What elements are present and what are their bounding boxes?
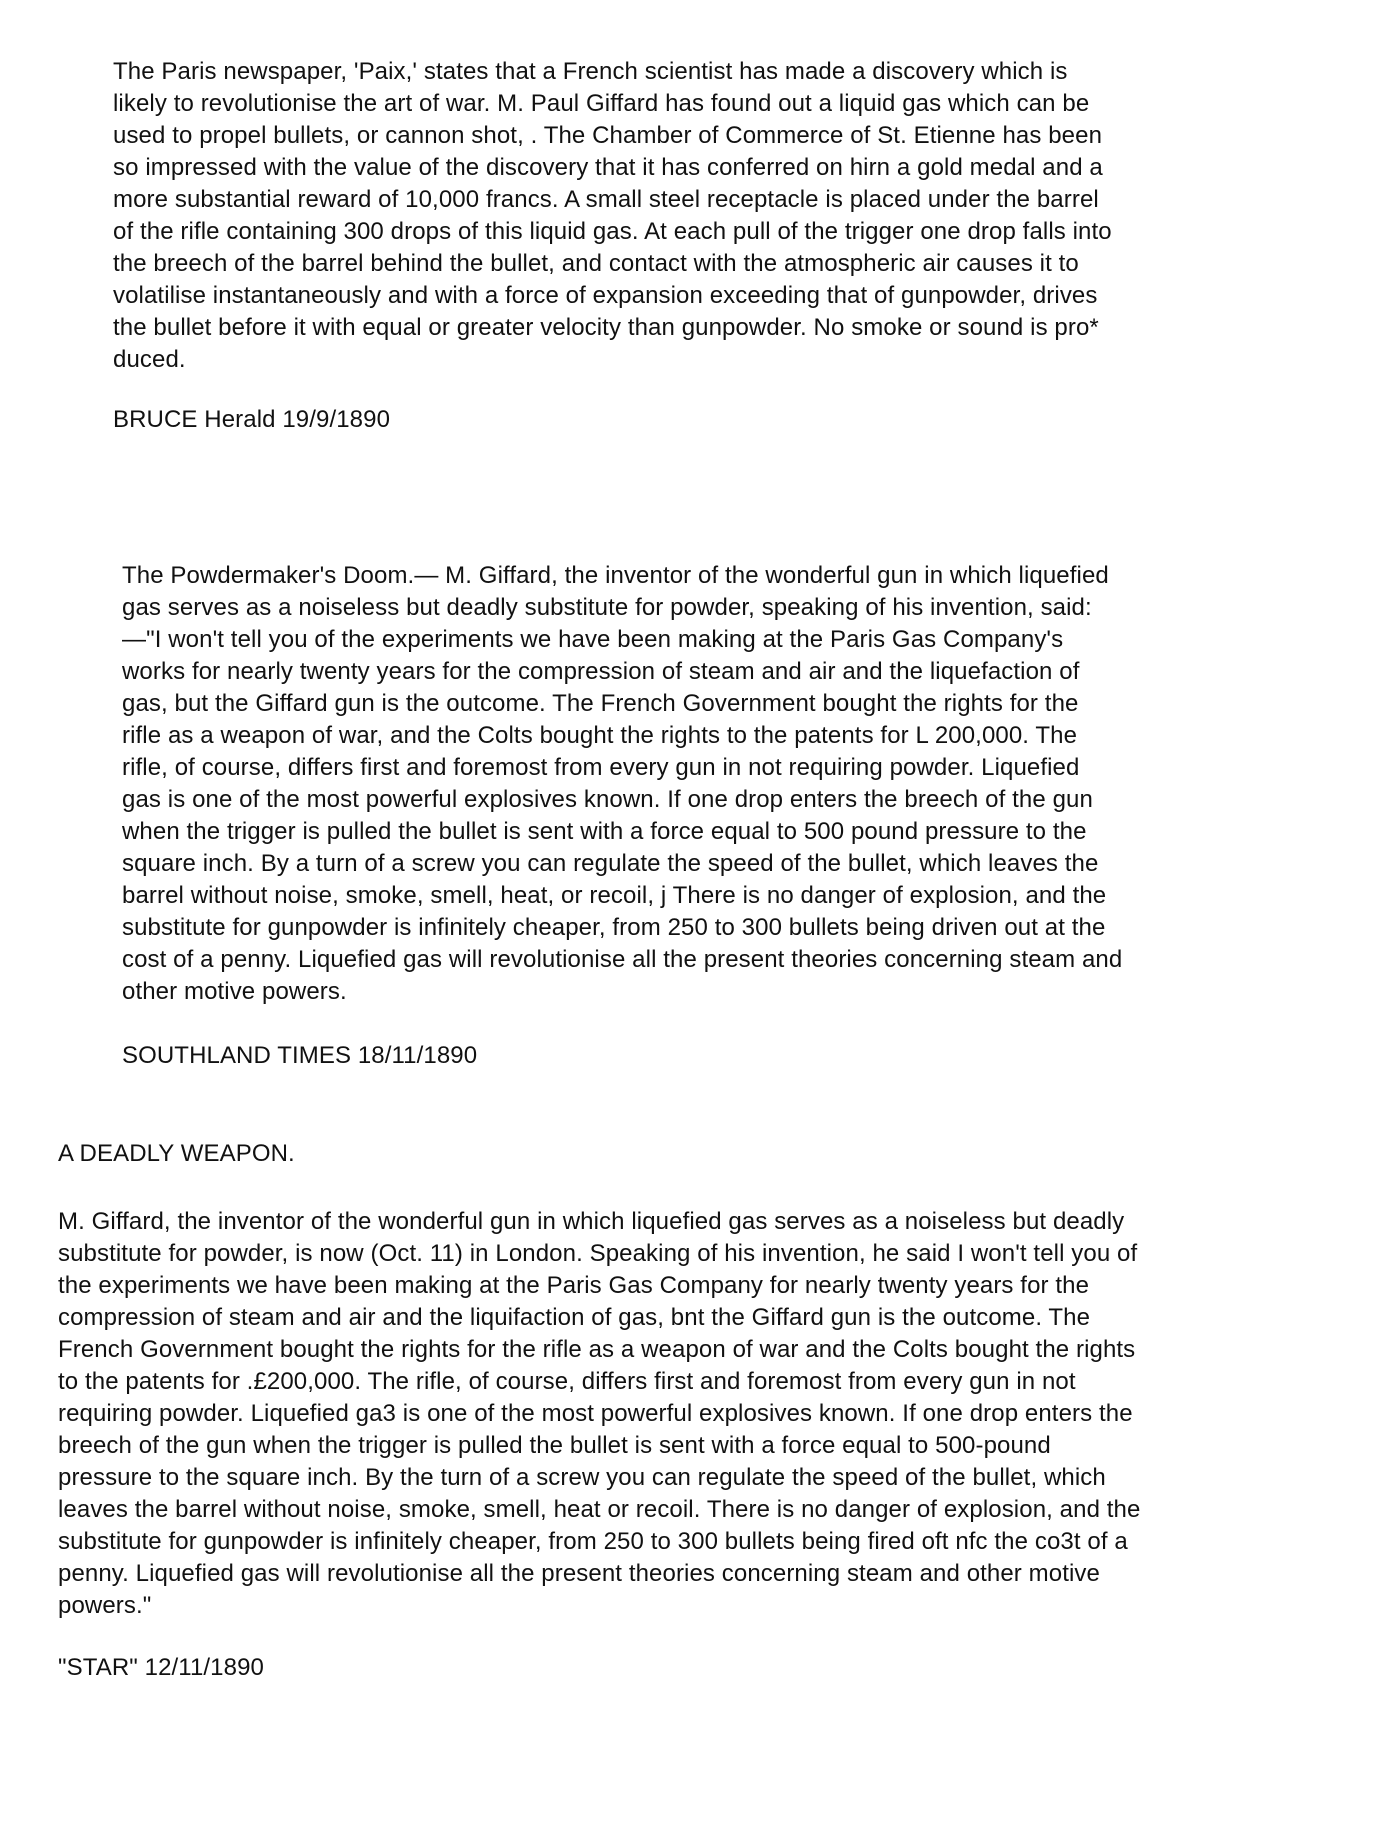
article-source: BRUCE Herald 19/9/1890 [113,406,391,433]
article-body: M. Giffard, the inventor of the wonderful gun in which liquefied gas serves as a noiseless but deadly substitute for powder, is now (Oct. 11) in London. Speaking of his invention, he said I won't tell you of the experiments we have been making at the Paris Gas Company for nearly twenty years for the compression of steam and air and the liquifaction of gas, bnt the Giffard gun is the outcome. The French Government bought the rights for the rifle as a weapon of war and the Colts bought the rights to the patents for .£200,000. The rifle, of course, differs first and foremost from every gun in not requiring powder. Liquefied ga3 is one of the most powerful explosives known. If one drop enters the breech of the gun when the trigger is pulled the bullet is sent with a force equal to 500-pound pressure to the square inch. By the turn of a screw you can regulate the speed of the bullet, which leaves the barrel without noise, smoke, smell, heat or recoil. There is no danger of explosion, and the substitute for gunpowder is infinitely cheaper, from 250 to 300 bullets being fired oft nfc the co3t of a penny. Liquefied gas will revolutionise all the present theories concerning steam and other motive powers." [58,1208,1141,1619]
article-heading: A DEADLY WEAPON. [58,1140,295,1167]
article-paix-giffard [113,56,1293,433]
article-source: SOUTHLAND TIMES 18/11/1890 [122,1042,478,1069]
article-deadly-weapon [58,1138,1298,1681]
article-powdermakers-doom [122,560,1302,1069]
article-body: The Paris newspaper, 'Paix,' states that a French scientist has made a discovery which is likely to revolutionise the art of war. M. Paul Giffard has found out a liquid gas which can be used to propel bullets, or cannon shot, . The Chamber of Commerce of St. Etienne has been so impressed with the value of the discovery that it has conferred on hirn a gold medal and a more substantial reward of 10,000 francs. A small steel receptacle is placed under the barrel of the rifle containing 300 drops of this liquid gas. At each pull of the trigger one drop falls into the breech of the barrel behind the bullet, and contact with the atmospheric air causes it to volatilise instantaneously and with a force of expansion exceeding that of gunpowder, drives the bullet before it with equal or greater velocity than gunpowder. No smoke or sound is pro* duced. [113,58,1112,373]
article-source: "STAR" 12/11/1890 [58,1654,264,1681]
article-body: The Powdermaker's Doom.— M. Giffard, the inventor of the wonderful gun in which liquefied gas serves as a noiseless but deadly substitute for powder, speaking of his invention, said: —"I won't tell you of the experiments we have been making at the Paris Gas Company's works for nearly twenty years for the compression of steam and air and the liquefaction of gas, but the Giffard gun is the outcome. The French Government bought the rights for the rifle as a weapon of war, and the Colts bought the rights to the patents for L 200,000. The rifle, of course, differs first and foremost from every gun in not requiring powder. Liquefied gas is one of the most powerful explosives known. If one drop enters the breech of the gun when the trigger is pulled the bullet is sent with a force equal to 500 pound pressure to the square inch. By a turn of a screw you can regulate the speed of the bullet, which leaves the barrel without noise, smoke, smell, heat, or recoil, j There is no danger of explosion, and the substitute for gunpowder is infinitely cheaper, from 250 to 300 bullets being driven out at the cost of a penny. Liquefied gas will revolutionise all the present theories concerning steam and other motive powers. [122,562,1123,1005]
